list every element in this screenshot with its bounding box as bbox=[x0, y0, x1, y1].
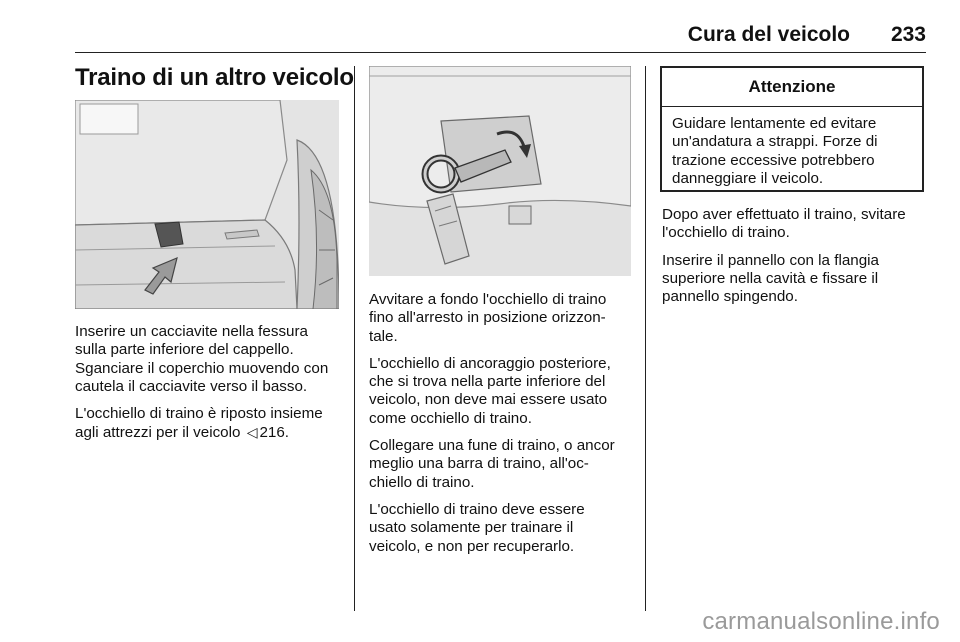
page-number: 233 bbox=[890, 23, 926, 46]
middle-column-text bbox=[369, 291, 639, 565]
right-column-text bbox=[662, 206, 932, 315]
paragraph: Dopo aver effettuato il traino, svitare l'occhiello di traino. bbox=[662, 206, 906, 242]
paragraph-text: L'occhiello di traino è riposto insieme agli attrezzi per il veicolo bbox=[75, 405, 323, 442]
running-header-title: Cura del veicolo bbox=[687, 23, 850, 46]
warning-title: Attenzione bbox=[662, 68, 922, 107]
paragraph: L'occhiello di ancoraggio posteriore, che si trova nella parte inferiore del veicolo, non deve mai essere usato come occhiello di traino. bbox=[369, 354, 611, 427]
left-column-text bbox=[75, 323, 350, 443]
header-rule bbox=[75, 52, 926, 53]
illustration-rear-bumper bbox=[75, 100, 339, 309]
paragraph bbox=[75, 405, 350, 443]
column-divider-2 bbox=[645, 66, 646, 611]
warning-text: Guidare lentamente ed evitare un'andatura a strappi. Forze di trazione eccessive potrebbero danneggiare il veicolo. bbox=[672, 115, 878, 187]
cross-reference-page: 216. bbox=[259, 424, 290, 442]
cross-reference-icon: ◁ bbox=[246, 424, 258, 441]
towing-eye-drawing bbox=[369, 66, 631, 276]
illustration-towing-eye bbox=[369, 66, 631, 276]
paragraph: Avvitare a fondo l'occhiello di traino fino all'arresto in posizione orizzon- tale. bbox=[369, 291, 607, 345]
warning-box bbox=[660, 66, 924, 192]
rear-bumper-drawing bbox=[75, 100, 339, 309]
paragraph: Inserire il pannello con la flangia superiore nella cavità e fissare il pannello spingendo. bbox=[662, 251, 879, 306]
column-divider-1 bbox=[354, 66, 355, 611]
watermark: carmanualsonline.info bbox=[702, 608, 940, 635]
paragraph: Collegare una fune di traino, o ancor meglio una barra di traino, all'oc- chiello di traino. bbox=[369, 437, 615, 491]
paragraph: L'occhiello di traino deve essere usato solamente per trainare il veicolo, e non per recuperarlo. bbox=[369, 500, 585, 555]
paragraph: Inserire un cacciavite nella fessura sulla parte inferiore del cappello. Sganciare il coperchio muovendo con cautela il cacciavite verso il basso. bbox=[75, 323, 329, 395]
section-title: Traino di un altro veicolo bbox=[75, 64, 354, 91]
